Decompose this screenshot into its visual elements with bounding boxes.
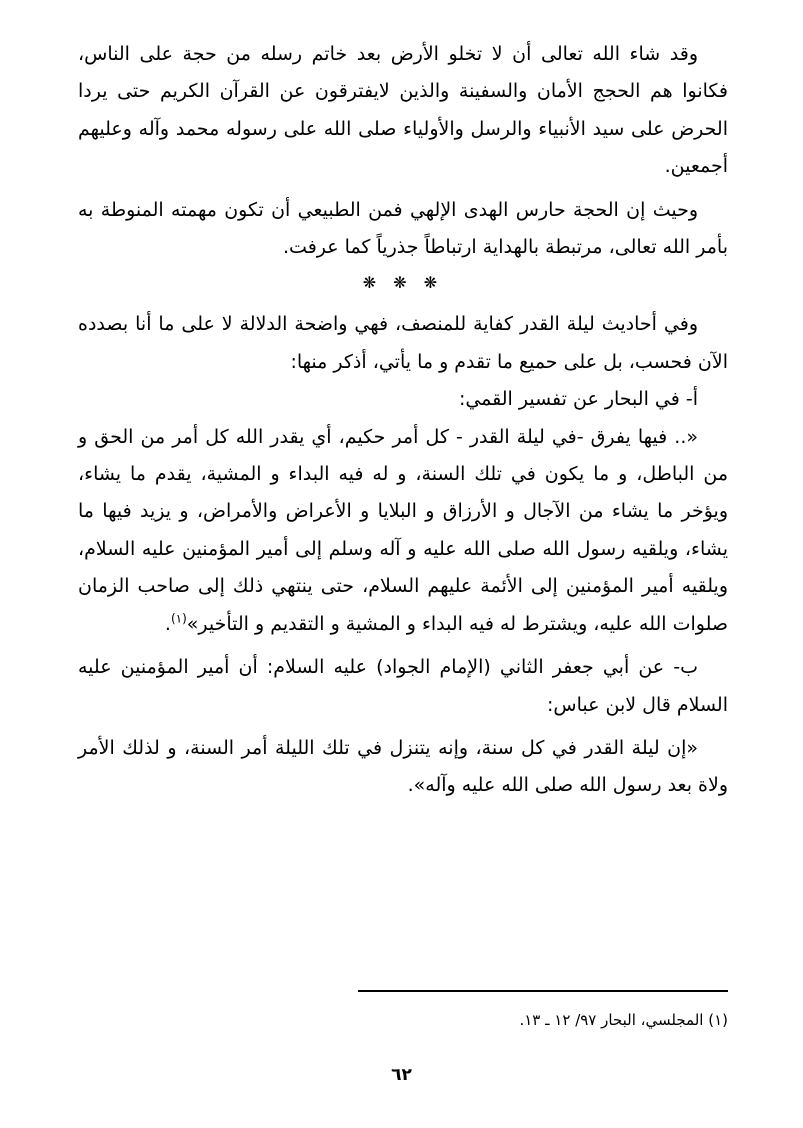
quote-b: «إن ليلة القدر في كل سنة، وإنه يتنزل في تلك الليلة أمر السنة، و لذلك الأمر ولاة بعد رسول الله صلى الله عليه وآله». (78, 736, 728, 797)
page-body (78, 36, 728, 805)
page-number: ٦٢ (391, 1065, 412, 1085)
footnote: (١) المجلسي، البحار ٩٧/ ١٢ ـ ١٣. (519, 1011, 728, 1029)
item-a-heading: أ- في البحار عن تفسير القمي: (458, 388, 698, 411)
paragraph-2: وحيث إن الحجة حارس الهدى الإلهي فمن الطبيعي أن تكون مهمته المنوطة به بأمر الله تعالى، مرتبطة بالهداية ارتباطاً جذرياً كما عرفت. (78, 198, 728, 259)
quote-a-text: «.. فيها يفرق -في ليلة القدر - كل أمر حكيم، أي يقدر الله كل أمر من الحق و من الباطل، و ما يكون في تلك السنة، و له فيه البداء و المشية، يقدم ما يشاء، ويؤخر ما يشاء من الآجال و الأرزاق و البلايا و الأعراض والأمراض، و يزيد فيها ما يشاء، ويلقيه رسول الله صلى الله عليه و آله وسلم إلى أمير المؤمنين عليه السلام، ويلقيه أمير المؤمنين إلى الأئمة عليهم السلام، حتى ينتهي ذلك إلى صاحب الزمان صلوات الله عليه، ويشترط له فيه البداء و المشية و التقديم و التأخير» (78, 425, 728, 635)
paragraph-3: وفي أحاديث ليلة القدر كفاية للمنصف، فهي واضحة الدلالة لا على ما أنا بصدده الآن فحسب، بل على حميع ما تقدم و ما يأتي، أذكر منها: (78, 313, 728, 373)
quote-a (78, 419, 728, 643)
footnote-divider (358, 990, 728, 992)
footnote-ref: (١) (170, 611, 187, 626)
section-separator: ❋ ❋ ❋ (362, 273, 444, 293)
paragraph-1: وقد شاء الله تعالى أن لا تخلو الأرض بعد خاتم رسله من حجة على الناس، فكانوا هم الحجج الأمان والسفينة والذين لايفترقون عن القرآن الكريم حتى يردا الحرض على سيد الأنبياء والرسل والأولياء صلى الله على رسوله محمد وآله وعليهم أجمعين. (78, 43, 728, 178)
item-b: ب- عن أبي جعفر الثاني (الإمام الجواد) عليه السلام: أن أمير المؤمنين عليه السلام قال لابن عباس: (78, 656, 728, 716)
quote-a-end: . (164, 612, 171, 635)
